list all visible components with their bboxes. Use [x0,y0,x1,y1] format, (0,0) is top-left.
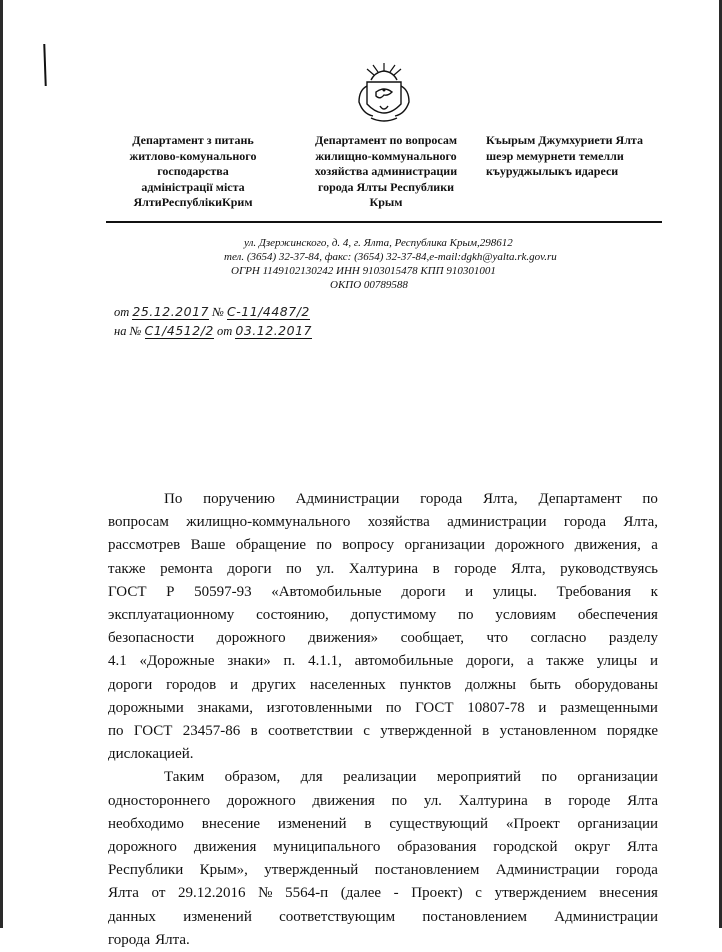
body-word: городской [493,839,558,856]
body-word: (далее [340,885,382,902]
body-word: города [108,931,151,948]
scan-left-border [0,0,3,928]
body-word: Администрации [295,491,400,507]
body-word: Администрации [495,862,600,879]
contact-okpo: ОКПО 00789588 [330,279,408,291]
body-word: населенных [309,676,386,693]
body-word: внесения [599,885,658,902]
body-word: Проект) [411,885,463,902]
body-word: Таким [164,769,205,786]
body-line [108,906,658,929]
body-word: по [458,607,474,624]
reg-reply-from-label: от [217,324,233,338]
body-word: постановлением [422,908,528,925]
header-left-line: господарства [157,164,229,178]
body-word: ул. [316,560,335,577]
body-word: соответствии [268,723,353,740]
body-word: «Автомобильные [271,583,382,600]
body-word: 23457-86 [182,723,241,740]
body-word: Ялта [108,885,139,902]
body-word: безопасности [108,630,195,647]
body-word: изменений [183,908,252,925]
body-word: 4.1.1, [308,653,342,670]
body-word: Халтурина [458,792,528,809]
body-word: дорожными [108,699,184,716]
body-word: дорожного [216,630,286,647]
incoming-date: 03.12.2017 [235,323,312,338]
body-line [108,581,658,604]
body-word: организации [577,769,658,786]
body-word: размещенными [560,699,658,716]
body-word: Ваше [190,537,226,554]
body-word: быть [529,676,561,693]
body-word: хозяйства [367,514,430,531]
body-word: Ялта [627,839,658,856]
body-word: а [526,653,534,670]
header-center-line: жилищно-коммунального [315,148,457,163]
body-line [108,697,658,720]
body-word: соответствующим [279,908,396,925]
body-word: Требования [556,583,632,600]
body-word: п. [283,653,296,670]
body-word: знаки» [227,653,271,670]
body-word: дороги [401,583,446,600]
contact-block-ids [231,264,496,278]
header-russian [300,133,472,211]
body-line [108,720,658,743]
body-word: в [364,815,372,832]
contact-block-okpo [330,278,408,292]
body-line [108,674,658,697]
body-word: улицы [596,653,638,670]
body-word: по [286,560,302,577]
body-word: существующий [389,815,488,832]
body-word: По [164,491,183,507]
body-word: а [651,537,658,554]
body-word: ул. [423,792,442,809]
body-word: также [108,560,146,577]
body-word: автомобильные [354,653,454,670]
body-word: образования [397,839,477,856]
body-word: изготовленными [266,699,373,716]
body-word: внесение [201,815,261,832]
body-word: от [151,885,166,902]
body-word: также [546,653,584,670]
incoming-number: С1/4512/2 [144,323,214,338]
body-word: рассмотрев [108,537,181,554]
body-word: и [649,653,658,670]
body-word: должны [465,676,516,693]
body-word: - [393,885,399,902]
body-word: ГОСТ [133,723,173,740]
header-left-line: адміністрації міста [141,179,245,194]
body-line [108,558,658,581]
body-word: движения, [574,537,641,554]
body-word: эксплуатационному [108,607,235,624]
body-word: изменений [277,815,347,832]
body-word: Администрации [554,908,658,925]
contact-registration-ids: ОГРН 1149102130242 ИНН 9103015478 КПП 910301001 [231,265,496,277]
body-word: в [432,560,440,577]
body-word: дорожного [495,537,565,554]
body-word: дорожного [226,792,296,809]
body-word: 10807-78 [467,699,525,716]
body-word: округ [574,839,611,856]
body-line [108,743,658,766]
incoming-registration [114,323,312,339]
body-word: города [615,862,658,879]
body-word: Департамент [538,491,622,507]
body-line [108,859,658,882]
body-word: Крым», [199,862,248,879]
reg-reply-label: на № [114,324,142,338]
body-word: городе [454,560,497,577]
body-line [108,766,658,789]
body-word: движения [312,792,375,809]
body-word: вопросу [342,537,395,554]
body-line [108,929,658,952]
header-center-line: Департамент по вопросам [314,133,458,147]
body-word: города [563,514,607,531]
body-line [108,511,658,534]
body-line [108,534,658,557]
body-word: ГОСТ [108,583,147,600]
body-line [108,882,658,905]
body-line [108,813,658,836]
body-word: Ялта, [510,560,546,577]
reg-no-label: № [212,305,224,319]
header-center-line: хозяйства администрации [314,164,458,178]
header-center-line: Крым [369,195,403,209]
body-word: дороги, [466,653,515,670]
body-word: «Дорожные [139,653,215,670]
body-word: дороги [108,676,153,693]
header-left-line: Департамент з питань [132,133,254,147]
body-line [108,604,658,627]
body-word: № [258,885,273,902]
body-word: движения» [308,630,379,647]
body-word: условиям [495,607,557,624]
header-divider [106,221,662,223]
body-word: в [250,723,258,740]
body-word: и [538,699,547,716]
body-word: с [363,723,370,740]
contact-block-phone [224,250,557,264]
body-word: установленном [499,723,597,740]
body-word: администрации [447,514,547,531]
body-word: по [108,723,124,740]
body-word: утверждением [494,885,587,902]
body-line [108,790,658,813]
body-word: разделу [608,630,658,647]
body-word: знаками, [197,699,254,716]
reg-from-label: от [114,305,130,319]
body-line [108,836,658,859]
body-word: Республики [108,862,184,879]
body-word: организации [577,815,658,832]
header-crimean-tatar [486,133,666,180]
body-word: согласно [530,630,587,647]
body-word: по [642,491,658,507]
header-left-line: житлово-комунального [129,148,257,163]
coat-of-arms-emblem-icon [353,62,415,126]
body-word: Ялта [627,792,658,809]
body-word: по [316,537,332,554]
body-word: 29.12.2016 [178,885,246,902]
body-word: ремонта [160,560,213,577]
body-word: города [420,491,463,507]
body-word: с [475,885,482,902]
body-word: жилищно-коммунального [186,514,351,531]
body-word: что [486,630,508,647]
header-ukrainian [108,133,278,211]
body-word: оборудованы [574,676,658,693]
body-word: городов [166,676,217,693]
body-word: утвержденный [264,862,359,879]
body-line [108,650,658,673]
body-word: поручению [203,491,275,507]
body-word: Халтурина [348,560,419,577]
body-word: организации [404,537,485,554]
body-word: вопросам [108,514,169,531]
header-right-line: Къырым Джумхуриети Ялта [486,133,643,147]
body-word: и [230,676,239,693]
body-word: утвержденной [380,723,472,740]
body-word: обеспечения [577,607,658,624]
pen-mark [43,44,46,86]
header-right-line: шеэр мемурнети темелли [486,148,624,163]
body-word: дислокацией. [108,746,194,763]
body-word: обращение [235,537,307,554]
body-word: данных [108,908,156,925]
body-word: дорожного [108,839,177,856]
body-word: Ялта, [483,491,518,507]
outgoing-number: С-11/4487/2 [227,304,310,319]
outgoing-registration [114,304,310,320]
body-word: Р [166,583,175,600]
header-right-line: къуруджылыкъ идареси [486,164,619,178]
header-left-line: ЯлтиРеспублікиКрим [133,195,253,209]
body-word: образом, [224,769,281,786]
body-word: движения [193,839,257,856]
contact-address: ул. Дзержинского, д. 4, г. Ялта, Республика Крым,298612 [244,237,513,249]
body-line [108,488,658,511]
contact-phone: тел. (3654) 32-37-84, факс: (3654) 32-37-84,e-mail:dgkh@yalta.rk.gov.ru [224,251,557,263]
body-word: постановлением [374,862,480,879]
body-word: городе [568,792,611,809]
body-word: необходимо [108,815,184,832]
body-word: пунктов [399,676,452,693]
body-word: «Проект [505,815,560,832]
outgoing-date: 25.12.2017 [132,304,209,319]
body-word: к [650,583,658,600]
body-word: по [541,769,557,786]
body-word: реализации [343,769,417,786]
body-line [108,627,658,650]
body-word: 5564-п [285,885,329,902]
body-word: в [482,723,490,740]
header-center-line: города Ялты Республики [317,179,455,194]
body-word: одностороннего [108,792,211,809]
body-word: улицы. [492,583,537,600]
body-word: Ялта, [623,514,658,531]
body-word: муниципального [273,839,381,856]
body-word: и [465,583,474,600]
body-word: по [391,792,408,809]
body-word: в [544,792,552,809]
body-word: состоянию, [256,607,329,624]
body-word: дороги [227,560,272,577]
body-word: Ялта. [155,931,190,948]
letter-body [108,488,658,952]
body-word: допустимому [350,607,437,624]
body-word: порядке [606,723,658,740]
body-word: 4.1 [108,653,127,670]
body-word: для [300,769,323,786]
body-word: ГОСТ [415,699,454,716]
body-word: руководствуясь [560,560,658,577]
contact-block [244,236,513,250]
body-word: 50597-93 [194,583,252,600]
body-word: других [251,676,297,693]
body-word: сообщает, [400,630,465,647]
body-word: мероприятий [436,769,522,786]
body-word: по [385,699,402,716]
